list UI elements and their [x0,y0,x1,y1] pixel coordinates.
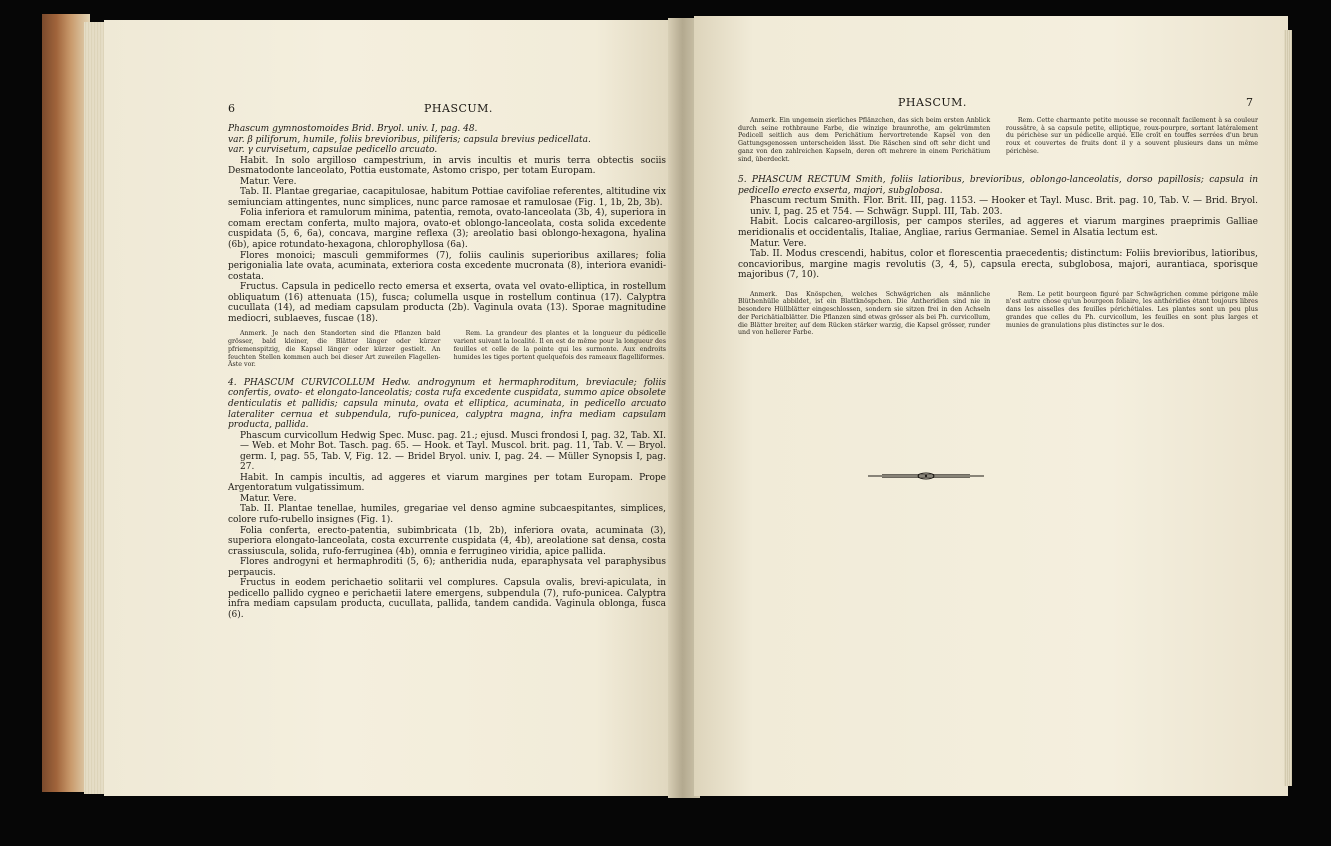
footnote-french: Rem. Cette charmante petite mousse se reconnaît facilement à sa couleur roussâtre, à sa capsule petite, elliptique, roux-pourpre, sortant latéralement du périchèse sur un pédicelle arqué. Elle croît en touffes serrées d'un brun roux et couvertes de fruits dont il y a souvent plusieurs dans un même périchèse. [1005,117,1258,155]
tab-paragraph: Tab. II. Modus crescendi, habitus, color et florescentia praecedentis; distinctum: Foliis brevioribus, latioribus, concavioribus, margine magis revolutis (3, 4, 5), capsula erecta, subglobosa, majori, aurantiaca, sporisque majoribus (7, 10). [738,249,1258,281]
fructus-paragraph: Fructus in eodem perichaetio solitarii vel complures. Capsula ovalis, brevi-apiculata, in pedicello pallido cygneo e perichaetii latere emergens, subpendula (7), rufo-punicea. Calyptra infra mediam capsulam producta, cucullata, pallida, tandem candida. Vaginula oblonga, fusca (6). [228,578,666,620]
page-edges-left [84,22,106,794]
species-heading: 4. PHASCUM CURVICOLLUM Hedw. androgynum et hermaphroditum, breviacule; foliis confertis, ovato- et elongato-lanceolatis; costa rufa excedente cuspidata, summo apice obsolete denticulatis et pallidis; capsula minuta, ovata et elliptica, acuminata, in pedicello arcuato lateraliter cernua et subpendula, rufo-punicea, calyptra magna, infra mediam capsulam producta, pallida. [228,377,666,431]
maturity-line: Matur. Vere. [240,493,297,504]
tab-paragraph: Tab. II. Plantae tenellae, humiles, gregariae vel denso agmine subcaespitantes, simplices, colore rufo-rubello insignes (Fig. 1). [228,504,666,526]
footnote-french: Rem. La grandeur des plantes et la longueur du pédicelle varient suivant la localité. Il en est de même pour la longueur des feuilles et celle de la pointe qui les surmonte. Aux endroits humides les tiges portent quelquefois des rameaux flagelliformes. [453,330,666,361]
book-spine [42,14,90,792]
footnote-german: Anmerk. Das Knöspchen, welches Schwägrichen als männliche Blüthenhülle abbildet, ist ein Blattknöspchen. Die Antheridien sind nie in besondere Hüllblätter eingeschlossen, sondern sie sitzen frei in den Achseln der Perichätialblätter. Die Pflanzen sind etwas grösser als bei Ph. curvicollum, die Blätter breiter, auf dem Rücken stärker warzig, die Kapsel grösser, runder und von hellerer Farbe. [738,290,991,337]
page-number: 6 [228,102,235,115]
flores-paragraph: Flores monoici; masculi gemmiformes (7), foliis caulinis superioribus axillares; folia perigonialia late ovata, acuminata, exteriora costa excedente mucronata (8), interiora evanidi-costata. [228,250,666,282]
fructus-paragraph: Fructus. Capsula in pedicello recto emersa et exserta, ovata vel ovato-elliptica, in rostellum obliquatum (16) attenuata (15), fusca; columella usque in rostellum continua (17). Calyptra cucullata (14), ad mediam capsulam producta (2b). Vaginula ovata (13). Sporae magnitudine mediocri, sublaeves, fuscae (18). [228,282,666,324]
footnote-german: Anmerk. Ein ungemein zierliches Pflänzchen, das sich beim ersten Anblick durch seine rothbraune Farbe, die winzige braunrothe, am gekrümmten Pedicell seitlich aus dem Perichätium hervortretende Kapsel von den Gattungsgenossen unterscheiden lässt. Die Räschen sind oft sehr dicht und ganz von den zahlreichen Kapseln, deren oft mehrere in einem Perichätium sind, überdeckt. [738,117,991,163]
maturity-line: Matur. Vere. [750,238,807,249]
page-number: 7 [1246,96,1253,109]
habit-paragraph: Habit. Locis calcareo-argillosis, per campos steriles, ad aggeres et viarum margines praeprimis Galliae meridionalis et occidentalis, Italiae, Angliae, rarius Germaniae. Semel in Alsatia lectum est. [738,217,1258,238]
habit-paragraph: Habit. In campis incultis, ad aggeres et viarum margines per totam Europam. Prope Argentoratum vulgatissimum. [228,472,666,494]
footnote-german: Anmerk. Je nach den Standorten sind die Pflanzen bald grösser, bald kleiner, die Blätter länger oder kürzer pfriemenspitzig, die Kapsel länger oder kürzer gestielt. An feuchten Stellen kommen auch bei dieser Art zuweilen Flagellen-Äste vor. [228,330,441,369]
synonymy: Phascum curvicollum Hedwig Spec. Musc. pag. 21.; ejusd. Musci frondosi I, pag. 32, Tab. XI. — Web. et Mohr Bot. Tasch. pag. 65. — Hook. et Tayl. Muscol. brit. pag. 11, Tab. V. — Bryol. germ. I, pag. 55, Tab. V, Fig. 12. — Bridel Bryol. univ. I, pag. 24. — Müller Synopsis I, pag. 27. [240,430,666,473]
species-heading: 5. PHASCUM RECTUM Smith, foliis latioribus, brevioribus, oblongo-lanceolatis, dorso papillosis; capsula in pedicello erecto exserta, majori, subglobosa. [738,175,1258,196]
footnote-french: Rem. Le petit bourgeon figuré par Schwägrichen comme périgone mâle n'est autre chose qu'un bourgeon foliaire, les anthéridies étant toujours libres dans les aisselles des feuilles périchétiales. Les plantes sont un peu plus grandes que celles du Ph. curvicollum, les feuilles en sont plus larges et munies de granulations plus distinctes sur le dos. [1005,290,1258,329]
folia-paragraph: Folia inferiora et ramulorum minima, patentia, remota, ovato-lanceolata (3b, 4), superiora in comam erectam conferta, multo majora, ovato-et oblongo-lanceolata, costa solida excedente cuspidata (5, 6, 6a), concava, margine reflexa (3); areolatio basi oblongo-hexagona, hyalina (6b), apice rotundato-hexagona, chlorophyllosa (6a). [228,208,666,251]
footnote-pair [738,117,1258,163]
footnote-pair [228,330,666,369]
synonymy: Phascum rectum Smith. Flor. Brit. III, pag. 1153. — Hooker et Tayl. Musc. Brit. pag. 10, Tab. V. — Brid. Bryol. univ. I, pag. 25 et 754. — Schwägr. Suppl. III, Tab. 203. [750,196,1258,217]
tab-paragraph: Tab. II. Plantae gregariae, cacapitulosae, habitum Pottiae cavifoliae referentes, altitudine vix semiunciam attingentes, nunc simplices, nunc parce ramosae et ramulosae (Fig. 1, 1b, 2b, 3b). [228,187,666,208]
habit-paragraph: Habit. In solo argilloso campestrium, in arvis incultis et muris terra obtectis sociis Desmatodonte lanceolato, Pottia eustomate, Astomo crispo, per totam Europam. [228,155,666,177]
running-title: PHASCUM. [898,96,967,109]
running-title: PHASCUM. [424,102,493,115]
maturity-line: Matur. Vere. [240,176,297,187]
page-edges-right [1284,30,1292,786]
folia-paragraph: Folia conferta, erecto-patentia, subimbricata (1b, 2b), inferiora ovata, acuminata (3), superiora elongato-lanceolata, costa excurrente cuspidata (4, 4b), areolatione sat densa, costa crassiuscula, solida, rufo-ferruginea (4b), omnia e ferrugineo viridia, apice pallida. [228,525,666,557]
right-page-text [738,117,1258,337]
flores-paragraph: Flores androgyni et hermaphroditi (5, 6); antheridia nuda, eparaphysata vel paraphysibus perpaucis. [228,557,666,578]
variant-line: var. β piliforum, humile, foliis brevioribus, piliferis; capsula brevius pedicellata. [228,134,591,145]
footnote-pair [738,291,1258,337]
variant-line: var. γ curvisetum, capsulae pedicello arcuato. [228,145,438,156]
end-ornament-icon [868,472,984,480]
left-page-text [228,124,666,620]
variant-line: Phascum gymnostomoides Brid. Bryol. univ. I, pag. 48. [228,124,478,134]
